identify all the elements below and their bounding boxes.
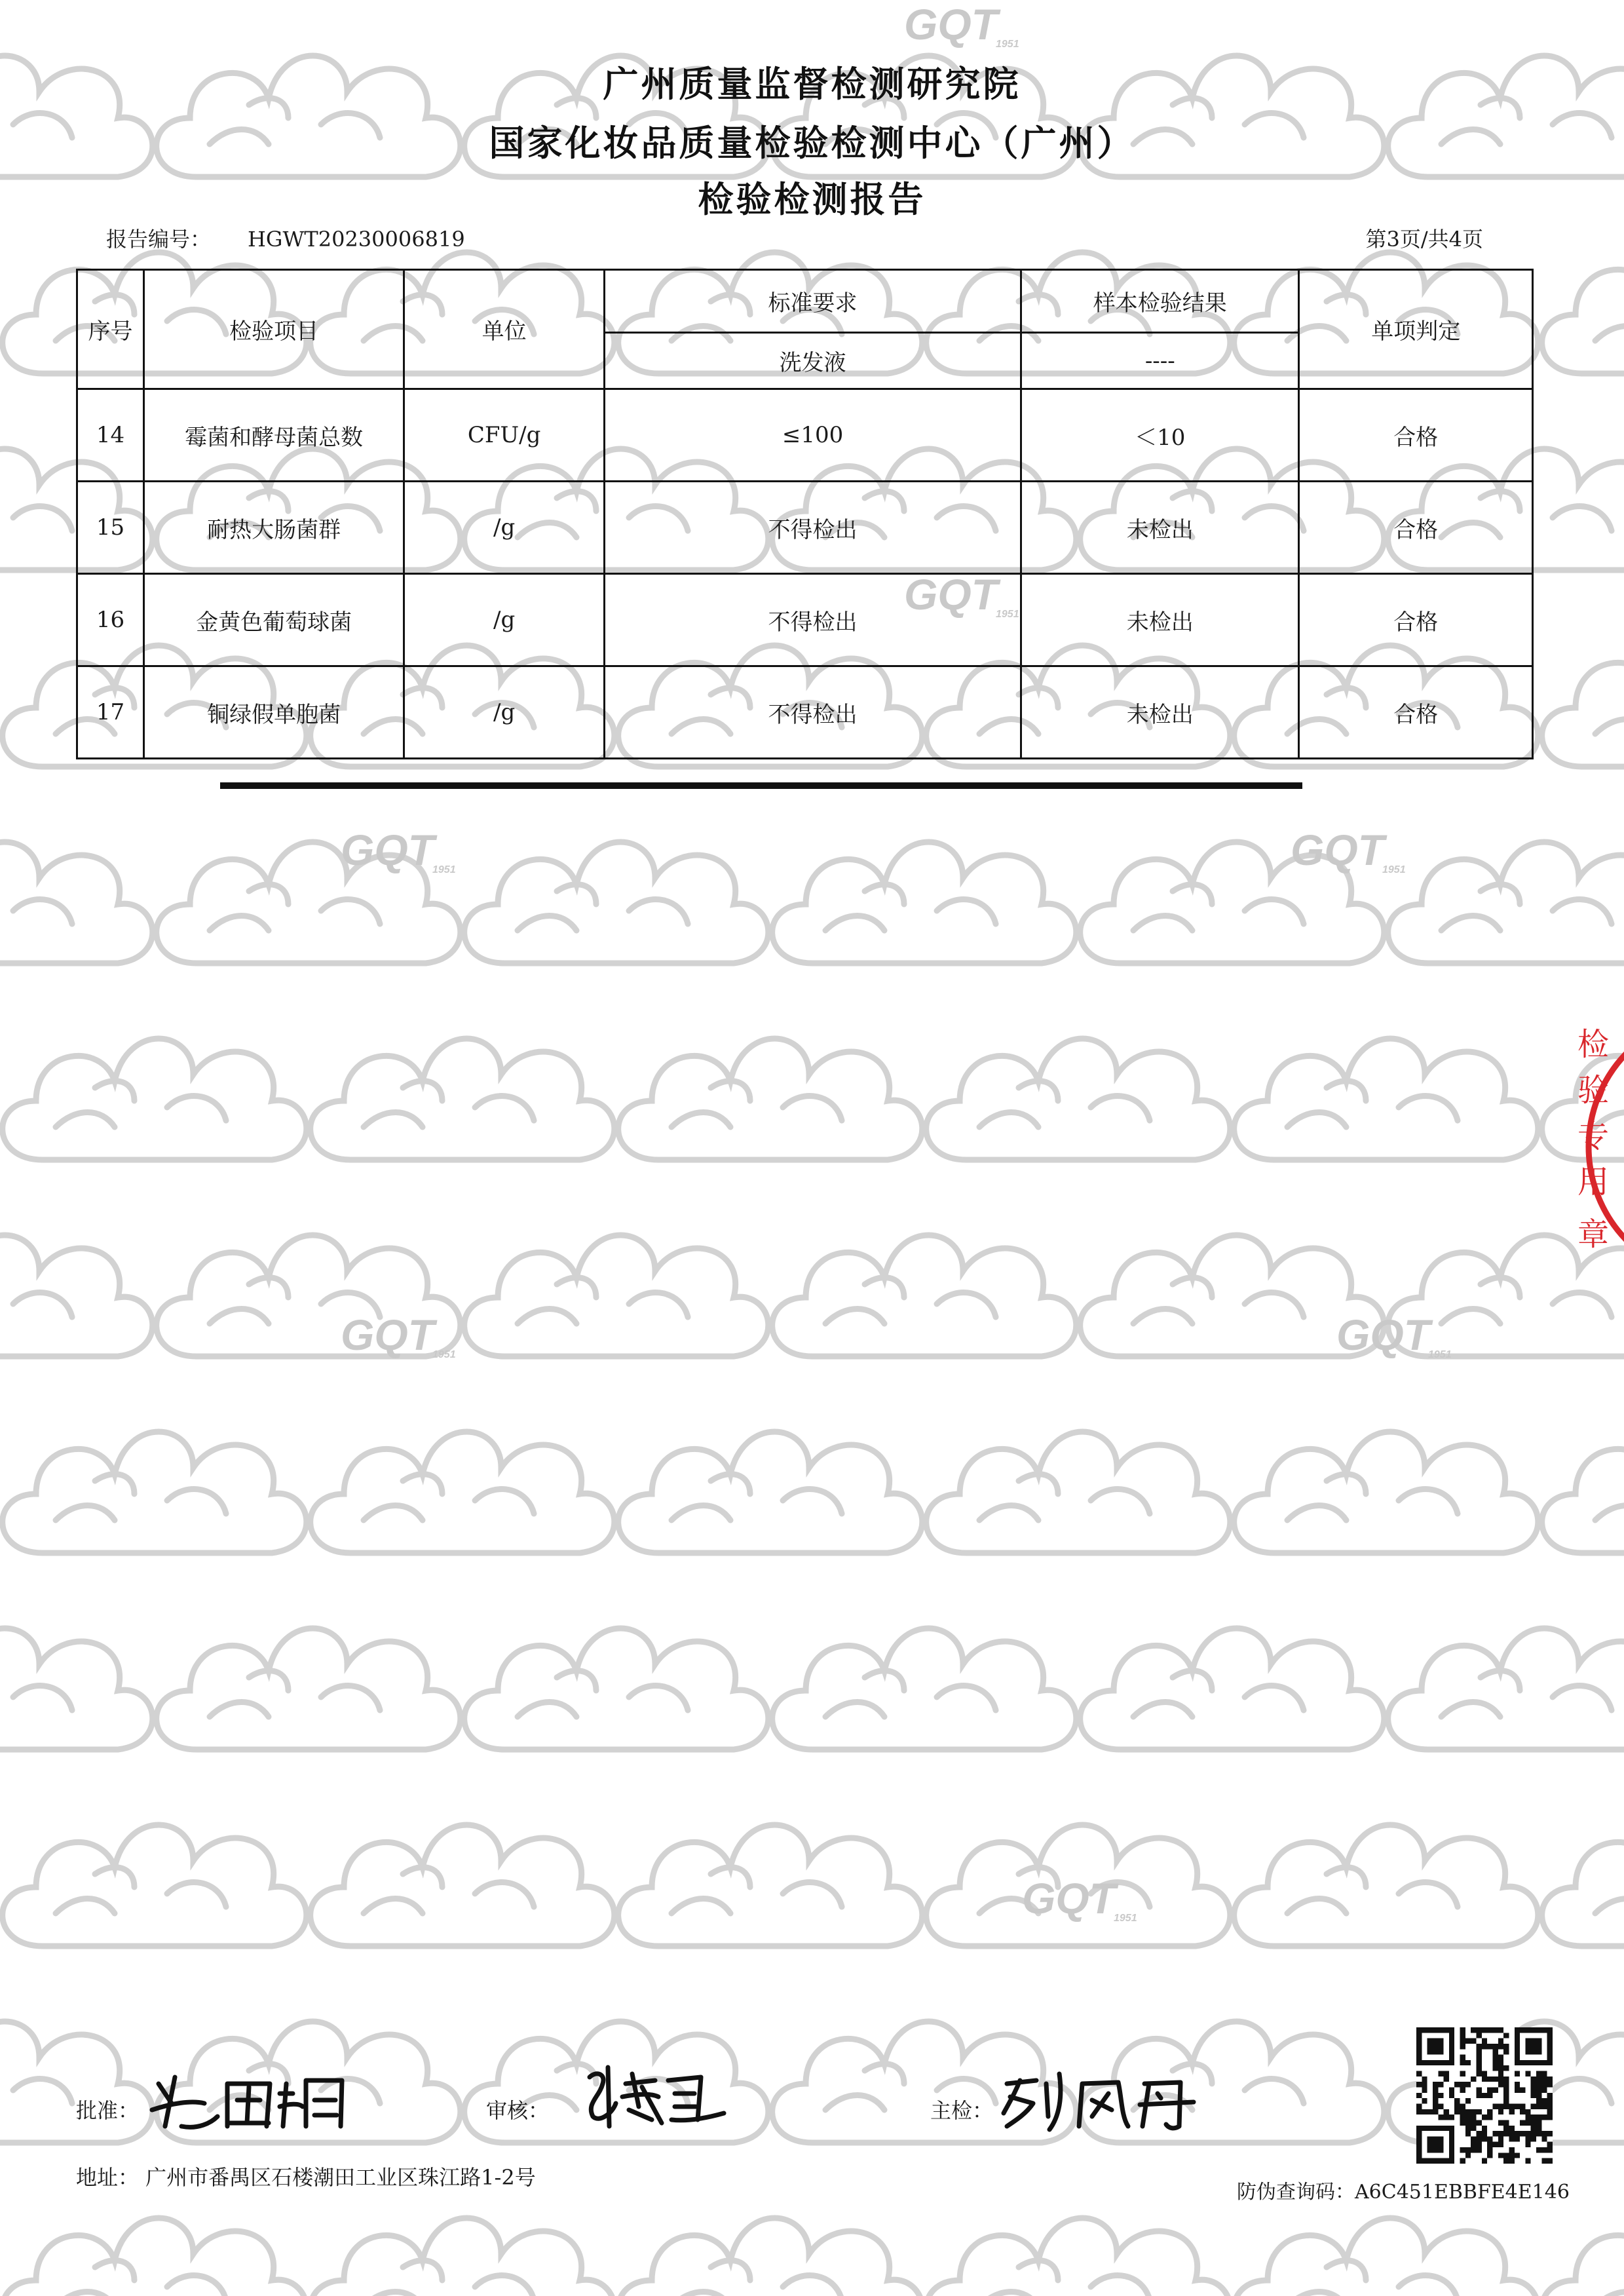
cell-item: 金黄色葡萄球菌 bbox=[143, 574, 404, 666]
qr-code bbox=[1416, 2027, 1553, 2164]
table-row bbox=[77, 482, 1533, 574]
svg-text:用: 用 bbox=[1577, 1164, 1610, 1200]
cell-unit: /g bbox=[404, 666, 605, 759]
watermark-year: 1951 bbox=[432, 1349, 456, 1360]
svg-text:专: 专 bbox=[1577, 1118, 1610, 1155]
cell-verdict: 合格 bbox=[1299, 482, 1533, 574]
watermark-logo: GQT bbox=[1336, 1311, 1430, 1359]
cell-seq: 17 bbox=[77, 666, 144, 759]
svg-text:检: 检 bbox=[1577, 1026, 1610, 1063]
watermark-year: 1951 bbox=[1382, 864, 1406, 875]
report-title: 检验检测报告 bbox=[698, 178, 926, 220]
table-row bbox=[77, 666, 1533, 759]
cell-item: 霉菌和酵母菌总数 bbox=[143, 389, 404, 482]
cell-verdict: 合格 bbox=[1299, 574, 1533, 666]
header-standard: 标准要求 bbox=[605, 270, 1021, 333]
anti-counterfeit-code bbox=[1237, 2175, 1570, 2204]
watermark-year: 1951 bbox=[1428, 1349, 1452, 1360]
address: 地址： 广州市番禺区石楼潮田工业区珠江路1-2号 bbox=[76, 2165, 536, 2190]
watermark-year: 1951 bbox=[996, 609, 1019, 620]
watermark-logo: GQT bbox=[1291, 826, 1384, 874]
watermark-year: 1951 bbox=[432, 864, 456, 875]
watermark-logo: GQT bbox=[904, 0, 998, 48]
institute-name: 广州质量监督检测研究院 bbox=[603, 63, 1021, 105]
watermark-year: 1951 bbox=[996, 39, 1019, 50]
inspect-label: 主检： bbox=[930, 2098, 994, 2123]
official-stamp bbox=[1572, 1009, 1624, 1284]
watermark-logo: GQT bbox=[341, 826, 434, 874]
cell-unit: /g bbox=[404, 482, 605, 574]
cell-verdict: 合格 bbox=[1299, 666, 1533, 759]
results-table bbox=[76, 269, 1534, 759]
watermark-year: 1951 bbox=[1114, 1913, 1137, 1924]
svg-text:章: 章 bbox=[1577, 1216, 1610, 1253]
review-label: 审核： bbox=[486, 2098, 550, 2123]
cell-standard: ≤100 bbox=[605, 389, 1021, 482]
report-number bbox=[106, 223, 465, 253]
inspect-signature bbox=[997, 2064, 1207, 2136]
header-standard-sub: 洗发液 bbox=[605, 333, 1021, 389]
table-row bbox=[77, 389, 1533, 482]
report-number-label: 报告编号： bbox=[106, 227, 212, 252]
watermark-logo: GQT bbox=[341, 1311, 434, 1359]
cell-result: ＜10 bbox=[1021, 389, 1299, 482]
watermark-logo: GQT bbox=[1022, 1874, 1116, 1923]
end-of-table-rule bbox=[220, 782, 1302, 789]
cell-seq: 16 bbox=[77, 574, 144, 666]
header-result: 样本检验结果 bbox=[1021, 270, 1299, 333]
svg-text:验: 验 bbox=[1577, 1072, 1610, 1109]
cell-standard: 不得检出 bbox=[605, 666, 1021, 759]
cell-seq: 15 bbox=[77, 482, 144, 574]
report-number-value: HGWT20230006819 bbox=[248, 227, 465, 252]
cell-item: 铜绿假单胞菌 bbox=[143, 666, 404, 759]
anti-counterfeit-label: 防伪查询码： bbox=[1237, 2181, 1355, 2204]
cell-unit: /g bbox=[404, 574, 605, 666]
anti-counterfeit-value: A6C451EBBFE4E146 bbox=[1355, 2181, 1570, 2204]
cell-result: 未检出 bbox=[1021, 574, 1299, 666]
cell-result: 未检出 bbox=[1021, 666, 1299, 759]
page-indicator: 第3页/共4页 bbox=[1365, 227, 1483, 252]
cell-verdict: 合格 bbox=[1299, 389, 1533, 482]
cell-seq: 14 bbox=[77, 389, 144, 482]
header-result-sub: ---- bbox=[1021, 333, 1299, 389]
cell-result: 未检出 bbox=[1021, 482, 1299, 574]
approve-signature bbox=[145, 2064, 355, 2136]
center-name: 国家化妆品质量检验检测中心（广州） bbox=[489, 122, 1135, 164]
table-row bbox=[77, 574, 1533, 666]
header-unit: 单位 bbox=[404, 270, 605, 389]
watermark-logo: GQT bbox=[904, 570, 998, 619]
header-seq: 序号 bbox=[77, 270, 144, 389]
cell-standard: 不得检出 bbox=[605, 482, 1021, 574]
review-signature bbox=[576, 2057, 734, 2136]
cell-unit: CFU/g bbox=[404, 389, 605, 482]
header-verdict: 单项判定 bbox=[1299, 270, 1533, 389]
approve-label: 批准： bbox=[76, 2098, 140, 2123]
cell-item: 耐热大肠菌群 bbox=[143, 482, 404, 574]
cell-standard: 不得检出 bbox=[605, 574, 1021, 666]
header-item: 检验项目 bbox=[143, 270, 404, 389]
